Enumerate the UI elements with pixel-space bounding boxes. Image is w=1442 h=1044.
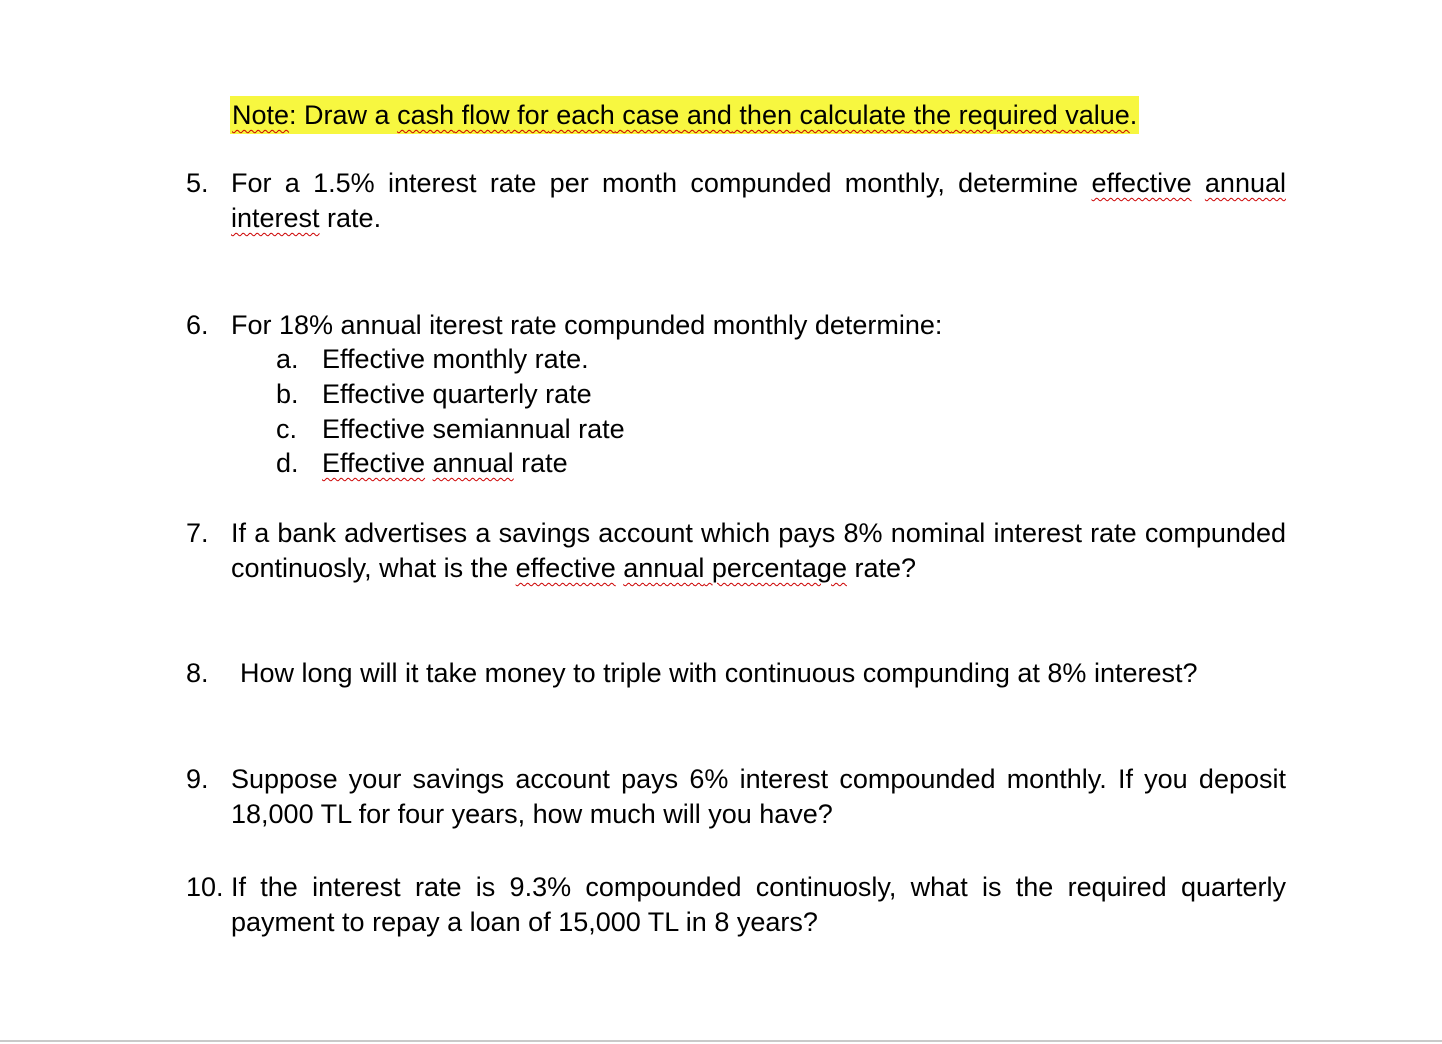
- flagged-word: annual: [432, 448, 514, 478]
- subitem-letter: b.: [276, 379, 299, 409]
- flagged-word: annual: [1204, 168, 1286, 198]
- note-word: required: [958, 100, 1058, 130]
- note-word: each: [556, 100, 615, 130]
- highlighted-note: [230, 96, 1139, 134]
- note-word: and: [686, 100, 732, 130]
- note-word: flow: [461, 100, 510, 130]
- flagged-word: effective: [1091, 168, 1192, 198]
- note-word: for: [517, 100, 549, 130]
- note-text: : Draw a: [289, 100, 398, 130]
- note-word: case: [622, 100, 680, 130]
- subitem-c: [0, 412, 1442, 447]
- flagged-word: percentage: [711, 553, 847, 583]
- note-word: calculate: [799, 100, 907, 130]
- question-number: 10.: [186, 872, 224, 902]
- question-text-part: For a 1.5% interest rate per month compunded monthly, determine: [231, 168, 1092, 198]
- question-text-part: rate?: [846, 553, 917, 583]
- question-8: [0, 656, 1442, 728]
- question-7: [0, 516, 1442, 588]
- note-word: cash: [397, 100, 455, 130]
- question-number: 5.: [186, 168, 209, 198]
- question-number: 6.: [186, 310, 209, 340]
- question-text: If the interest rate is 9.3% compounded continuosly, what is the required quarterly payment to repay a loan of 15,000 TL in 8 years?: [231, 872, 1286, 937]
- question-9: [0, 762, 1442, 834]
- flagged-word: effective: [515, 553, 616, 583]
- space: [704, 553, 712, 583]
- subitem-letter: d.: [276, 448, 299, 478]
- note-end: .: [1129, 100, 1138, 130]
- question-5: [0, 166, 1442, 238]
- question-text: [231, 166, 1286, 236]
- question-10: [0, 870, 1442, 942]
- note-word: then: [739, 100, 792, 130]
- subitem-b: [0, 377, 1442, 412]
- question-text-part: How long will it take money to triple with continuous compunding at 8% interest?: [240, 658, 1198, 688]
- subitem-text: [322, 446, 568, 481]
- subitem-letter: a.: [276, 344, 299, 374]
- note-space: [679, 100, 687, 130]
- question-text: [231, 656, 1286, 691]
- question-number: 9.: [186, 764, 209, 794]
- question-number: 7.: [186, 518, 209, 548]
- note-space: [454, 100, 462, 130]
- subitem-text: Effective semiannual rate: [322, 414, 625, 444]
- note-space: [906, 100, 914, 130]
- flagged-word: annual: [623, 553, 705, 583]
- question-text-part: rate.: [319, 203, 382, 233]
- subitem-text: Effective quarterly rate: [322, 379, 592, 409]
- subitem-text-rest: rate: [513, 448, 568, 478]
- note-word: the: [913, 100, 952, 130]
- question-text-part: If a bank advertises a savings account which pays 8% nominal interest rate compunded continuosly, what is the: [231, 518, 1286, 583]
- note-space: [951, 100, 959, 130]
- question-number: 8.: [186, 658, 209, 688]
- note-word: Note: [232, 100, 290, 130]
- question-text: For 18% annual iterest rate compunded monthly determine:: [231, 310, 943, 340]
- subitem-letter: c.: [276, 414, 298, 444]
- subitem-a: [0, 342, 1442, 377]
- question-text: [231, 516, 1286, 586]
- page-bottom-divider: [0, 1040, 1442, 1042]
- question-text: Suppose your savings account pays 6% interest compounded monthly. If you deposit 18,000 TL for four years, how much will you have?: [231, 764, 1286, 829]
- space: [1192, 168, 1205, 198]
- flagged-word: Effective: [322, 448, 426, 478]
- note-space: [792, 100, 800, 130]
- subitem-text: Effective monthly rate.: [322, 344, 589, 374]
- question-6: [0, 308, 1442, 343]
- subitem-d: [0, 446, 1442, 481]
- flagged-word: interest: [231, 203, 320, 233]
- space: [425, 448, 433, 478]
- note-word: value: [1065, 100, 1130, 130]
